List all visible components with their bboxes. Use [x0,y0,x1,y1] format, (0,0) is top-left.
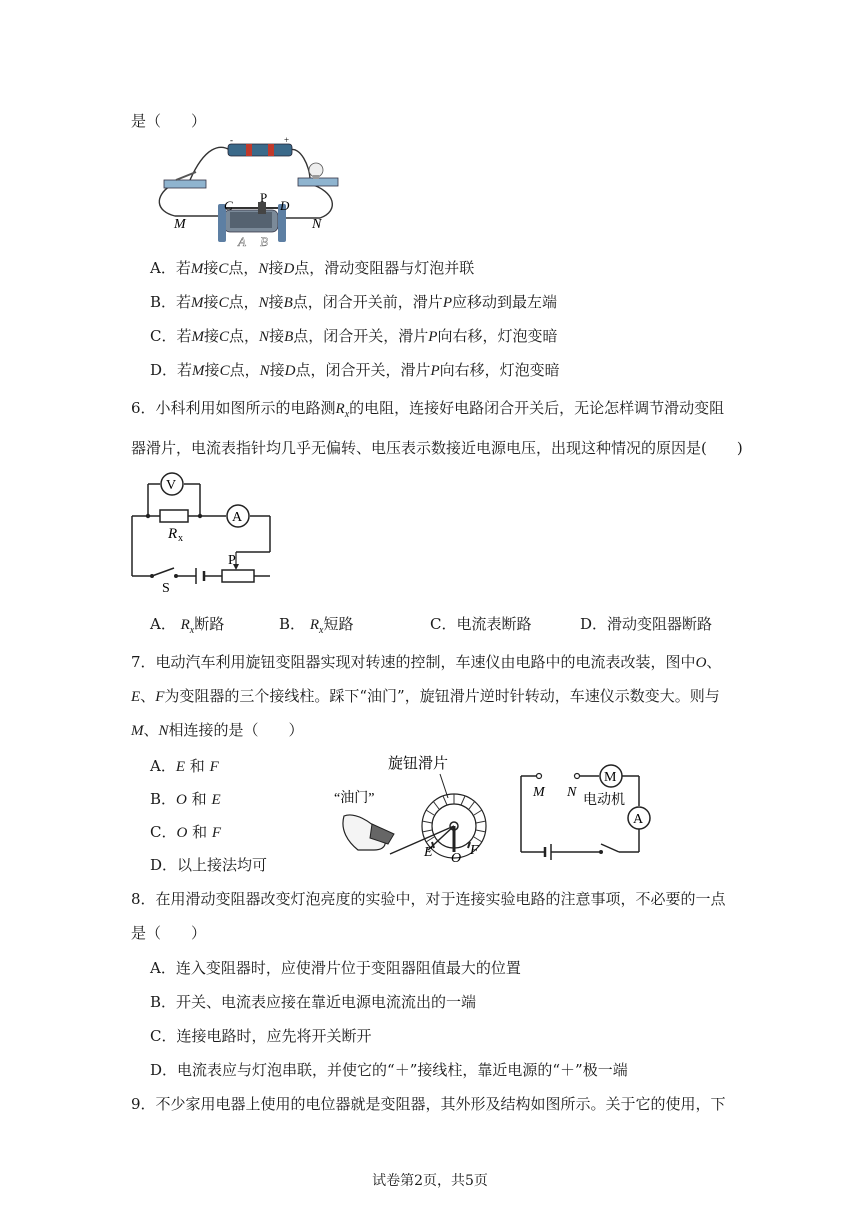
q6-stem-line1: 6．小科利用如图所示的电路测$R_x$的电阻，连接好电路闭合开关后，无论怎样调节滑动变阻 [131,399,725,420]
q7-knob-label: 旋钮滑片 [388,756,449,772]
q7-label-M: M [533,785,545,800]
q7-stem-line2: E、F为变阻器的三个接线柱。踩下“油门”，旋钮滑片逆时针转动，车速仪示数变大。则与 [131,687,720,705]
q6-option-d[interactable]: D．滑动变阻器断路 [580,615,713,633]
q6-label-x: x [178,533,183,544]
option-letter: A． [150,259,176,277]
q7-option-d[interactable]: D．以上接法均可 [150,856,268,874]
q7-ammeter-label: A [633,812,644,827]
q7-label-O: O [451,851,462,865]
q6-label-S: S [162,581,170,593]
q6-option-c[interactable]: C．电流表断路 [430,615,532,633]
q5-label-C: C [224,198,233,213]
q5-option-b[interactable]: B．若M接C点，N接B点，闭合开关前，滑片P应移动到最左端 [150,293,557,311]
q7-label-F: F [470,843,479,858]
q7-stem-line1: 7．电动汽车利用旋钮变阻器实现对转速的控制，车速仪由电路中的电流表改装，图中O、 [131,653,722,671]
q6-voltmeter-label: V [166,478,177,493]
q6-label-P: P [228,553,236,568]
q5-circuit-figure [150,136,350,252]
q8-stem-line2: 是（ ） [131,924,207,942]
q7-stem-line3: M、N相连接的是（ ） [131,721,304,739]
q7-option-b[interactable]: B．O 和 E [150,790,221,808]
q7-motor-symbol: M [604,770,617,785]
q8-option-b[interactable]: B．开关、电流表应接在靠近电源电流流出的一端 [150,993,477,1011]
q7-option-a[interactable]: A．E 和 F [150,757,219,775]
q5-option-d[interactable]: D．若M接C点，N接D点，闭合开关，滑片P向右移，灯泡变暗 [150,361,560,379]
q5-label-B: B [260,234,268,249]
q6-ammeter-label: A [232,510,243,525]
q7-pedal-label: “油门” [334,791,375,806]
q5-label-P: P [260,190,268,205]
q6-option-a[interactable]: A． $R_x$断路 [150,615,225,636]
q8-option-a[interactable]: A．连入变阻器时，应使滑片位于变阻器阻值最大的位置 [150,959,521,977]
q9-stem-line1: 9．不少家用电器上使用的电位器就是变阻器，其外形及结构如图所示。关于它的使用，下 [131,1095,726,1113]
q8-stem-line1: 8．在用滑动变阻器改变灯泡亮度的实验中，对于连接实验电路的注意事项，不必要的一点 [131,890,726,908]
option-letter: D． [150,361,178,379]
page-footer: 试卷第2页，共5页 [372,1173,488,1189]
q8-option-d[interactable]: D．电流表应与灯泡串联，并使它的“＋”接线柱，靠近电源的“＋”极一端 [150,1061,628,1079]
q7-motor-circuit-figure [515,762,660,862]
q5-label-M: M [174,217,186,232]
q7-label-E: E [424,845,433,860]
q7-option-c[interactable]: C．O 和 F [150,823,222,841]
q6-label-R: R [168,526,178,542]
q6-circuit-figure [126,468,276,593]
q6-option-b[interactable]: B． $R_x$短路 [279,615,354,636]
q7-motor-label: 电动机 [583,793,625,808]
q5-stem-tail: 是（ ） [131,112,207,130]
option-letter: B． [150,293,177,311]
q5-label-D: D [280,198,290,213]
q7-label-N: N [567,785,577,800]
q5-option-a[interactable]: A．若M接C点，N接D点，滑动变阻器与灯泡并联 [150,259,475,277]
q6-stem-line2: 器滑片，电流表指针均几乎无偏转、电压表示数接近电源电压，出现这种情况的原因是( ) [131,439,743,457]
q5-option-c[interactable]: C．若M接C点，N接B点，闭合开关，滑片P向右移，灯泡变暗 [150,327,558,345]
q5-label-N: N [312,217,322,232]
q8-option-c[interactable]: C．连接电路时，应先将开关断开 [150,1027,372,1045]
q5-label-A: A [238,234,246,249]
q5-battery-minus-label: - [230,136,233,145]
q5-battery-plus-label: + [284,136,290,145]
option-letter: C． [150,327,177,345]
q7-knob-figure [330,750,500,865]
